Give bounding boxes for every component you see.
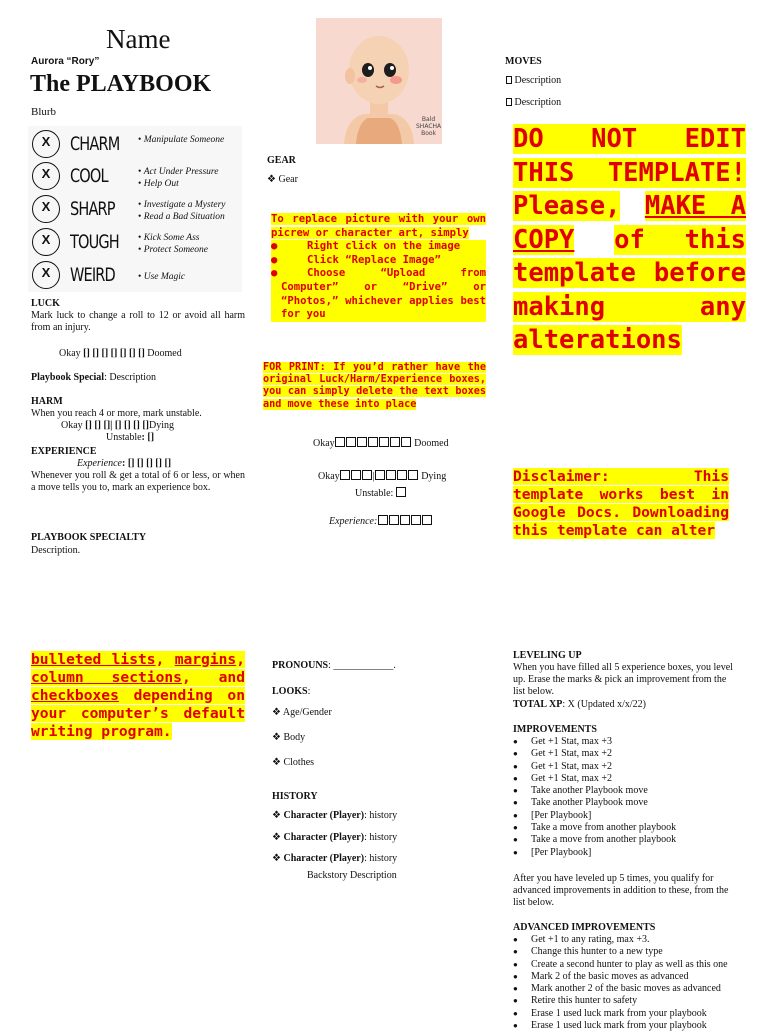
print-note-text: FOR PRINT: If you’d rather have the original Luck/Harm/Experience boxes, you can simply delete the text boxes and move these into place <box>263 362 486 410</box>
improvement-item[interactable]: ● [Per Playbook] <box>513 847 743 859</box>
stat-row-tough[interactable] <box>32 228 242 260</box>
advanced-item[interactable]: ● Mark 2 of the basic moves as advanced <box>513 971 753 983</box>
luck-track-boxes[interactable]: [] [] [] [] [] [] [] <box>83 348 145 359</box>
print-unstable-label: Unstable: <box>355 488 394 499</box>
bulleted-lists-link[interactable]: bulleted lists <box>31 651 156 668</box>
stat-move: • Kick Some Ass <box>138 232 208 244</box>
experience-title: EXPERIENCE <box>31 446 97 457</box>
backstory-description: Backstory Description <box>307 870 397 881</box>
playbook-special <box>31 372 156 384</box>
stat-moves <box>138 271 185 283</box>
make-copy-text: MAKE A COPY <box>513 191 746 255</box>
total-xp-label: TOTAL XP <box>513 699 563 710</box>
picture-instructions <box>271 213 486 322</box>
experience-track[interactable] <box>77 458 171 470</box>
move-item[interactable] <box>505 75 561 87</box>
warning-rest: of this template before making any alterations <box>513 224 746 355</box>
luck-track-start: Okay <box>59 348 81 359</box>
improvement-item[interactable]: ● Take another Playbook move <box>513 785 743 797</box>
unstable-box[interactable]: : [] <box>141 432 155 443</box>
leveling-text: When you have filled all 5 experience boxes, you level up. Erase the marks & pick an improvement from the list below. <box>513 662 733 697</box>
stat-moves <box>138 166 218 190</box>
print-experience-label: Experience: <box>329 516 378 527</box>
disclaimer-continued: bulleted lists, margins, column sections, and checkboxes depending on your computer’s default writing program. <box>31 651 246 740</box>
experience-boxes[interactable]: : [] [] [] [] [] <box>121 458 172 469</box>
stat-mark[interactable]: X <box>32 130 60 158</box>
stat-move: • Use Magic <box>138 271 185 283</box>
do-not-edit-warning <box>513 123 746 358</box>
stat-mark[interactable]: X <box>32 228 60 256</box>
print-luck-boxes[interactable] <box>335 438 412 449</box>
stat-row-charm[interactable] <box>32 130 242 162</box>
move-description: Description <box>514 97 562 108</box>
print-harm-end: Dying <box>421 471 447 482</box>
stat-mark[interactable]: X <box>32 195 60 223</box>
stat-move: • Manipulate Someone <box>138 134 224 146</box>
pronouns-value[interactable]: : ____________. <box>328 660 396 671</box>
print-unstable-box[interactable] <box>396 487 406 497</box>
harm-text: When you reach 4 or more, mark unstable. <box>31 408 202 419</box>
improvement-item[interactable]: ● Take a move from another playbook <box>513 822 743 834</box>
stat-name: COOL <box>70 165 108 187</box>
picture-step: ● Choose “Upload from Computer” or “Drive” or “Photos,” whichever applies best for you <box>271 267 486 321</box>
improvement-item[interactable]: ● Get +1 Stat, max +2 <box>513 761 743 773</box>
disclaimer-text: Disclaimer: This template works best in Google Docs. Downloading this template can alter <box>513 468 729 539</box>
picture-intro: To replace picture with your own picrew or character art, simply <box>271 213 486 239</box>
unstable-label: Unstable <box>106 432 142 443</box>
stat-move: • Investigate a Mystery <box>138 199 225 211</box>
picture-steps <box>271 240 486 322</box>
history-item: ❖ Character (Player): history <box>272 810 397 822</box>
stat-moves <box>138 134 224 146</box>
signature-line: SHACHA <box>416 123 442 130</box>
advanced-item[interactable]: ● Erase 1 used luck mark from your playbook <box>513 1020 753 1032</box>
stat-move: • Read a Bad Situation <box>138 211 225 223</box>
improvement-item[interactable]: ● Get +1 Stat, max +2 <box>513 748 743 760</box>
print-experience[interactable] <box>329 515 432 528</box>
specialty-text: Description. <box>31 545 81 556</box>
character-name: Aurora “Rory” <box>31 56 100 67</box>
stat-moves <box>138 232 208 256</box>
print-harm-track[interactable] <box>318 470 446 483</box>
move-item[interactable] <box>505 97 561 109</box>
stat-row-sharp[interactable] <box>32 195 242 227</box>
improvement-item[interactable]: ● Take a move from another playbook <box>513 834 743 846</box>
print-luck-end: Doomed <box>414 438 449 449</box>
move-description: Description <box>514 75 562 86</box>
specialty-title: PLAYBOOK SPECIALTY <box>31 532 147 543</box>
advanced-item[interactable]: ● Change this hunter to a new type <box>513 946 753 958</box>
stat-row-cool[interactable] <box>32 162 242 194</box>
playbook-special-value: : Description <box>104 372 157 383</box>
leveling-title: LEVELING UP <box>513 650 582 661</box>
harm-track-boxes[interactable]: [] [] []| [] [] [] [] <box>85 420 149 431</box>
improvement-item[interactable]: ● Get +1 Stat, max +3 <box>513 736 743 748</box>
stat-name: TOUGH <box>70 231 119 253</box>
advanced-list <box>513 934 753 1032</box>
stat-mark[interactable]: X <box>32 162 60 190</box>
picture-step: ● Right click on the image <box>271 240 486 254</box>
harm-title: HARM <box>31 396 63 407</box>
luck-text: Mark luck to change a roll to 12 or avoid all harm from an injury. <box>31 310 245 333</box>
playbook-title: The PLAYBOOK <box>30 71 212 97</box>
luck-track-end: Doomed <box>147 348 182 359</box>
advanced-item[interactable]: ● Mark another 2 of the basic moves as advanced <box>513 983 753 995</box>
stat-moves <box>138 199 225 223</box>
checkboxes-link[interactable]: checkboxes <box>31 687 119 704</box>
harm-track-end: Dying <box>149 420 174 431</box>
stat-row-weird[interactable] <box>32 261 242 293</box>
advanced-item[interactable]: ● Get +1 to any rating, max +3. <box>513 934 753 946</box>
improvements-title: IMPROVEMENTS <box>513 724 597 735</box>
unstable-track[interactable] <box>106 432 154 444</box>
improvement-item[interactable]: ● Take another Playbook move <box>513 797 743 809</box>
advanced-item[interactable]: ● Retire this hunter to safety <box>513 995 753 1007</box>
signature-line: Bald <box>421 116 436 123</box>
harm-track-start: Okay <box>61 420 83 431</box>
stat-move: • Act Under Pressure <box>138 166 218 178</box>
column-sections-link[interactable]: column sections <box>31 669 182 686</box>
history-title: HISTORY <box>272 791 318 802</box>
history-item: ❖ Character (Player): history <box>272 853 397 865</box>
print-harm-start: Okay <box>318 471 340 482</box>
portrait-signature <box>416 116 441 137</box>
improvement-item[interactable]: ● Get +1 Stat, max +2 <box>513 773 743 785</box>
history-item: ❖ Character (Player): history <box>272 832 397 844</box>
print-harm-boxes[interactable]: | <box>340 471 419 482</box>
disclaimer-part2 <box>31 651 245 741</box>
moves-title: MOVES <box>505 56 542 67</box>
character-portrait[interactable] <box>316 18 442 144</box>
luck-track[interactable] <box>59 348 182 360</box>
picture-step: ● Click “Replace Image” <box>271 254 486 268</box>
margins-link[interactable]: margins <box>174 651 237 668</box>
signature-line: Book <box>421 130 437 137</box>
looks-title: LOOKS: <box>272 686 311 697</box>
experience-label: Experience <box>77 458 122 469</box>
print-note <box>263 362 486 411</box>
looks-item-clothes: ❖ Clothes <box>272 757 314 769</box>
move-checkbox[interactable] <box>506 98 512 106</box>
experience-text: Whenever you roll & get a total of 6 or less, or when a move tells you to, mark an experience box. <box>31 470 245 493</box>
gear-item: ❖ Gear <box>267 174 298 186</box>
improvements-list <box>513 736 743 859</box>
advanced-item[interactable]: ● Erase 1 used luck mark from your playbook <box>513 1008 753 1020</box>
print-unstable[interactable] <box>355 487 407 500</box>
pronouns-label: PRONOUNS <box>272 660 329 671</box>
looks-item-age-gender: ❖ Age/Gender <box>272 707 332 719</box>
print-experience-boxes[interactable] <box>377 516 432 527</box>
harm-track[interactable] <box>61 420 174 432</box>
print-luck-track[interactable] <box>313 437 449 450</box>
advanced-title: ADVANCED IMPROVEMENTS <box>513 922 656 933</box>
name-heading: Name <box>106 24 171 54</box>
total-xp-value: : X (Updated x/x/22) <box>562 699 646 710</box>
total-xp <box>513 699 646 711</box>
pronouns[interactable] <box>272 660 396 672</box>
improvement-item[interactable]: ● [Per Playbook] <box>513 810 743 822</box>
playbook-special-label: Playbook Special <box>31 372 105 383</box>
stat-move: • Help Out <box>138 178 218 190</box>
disclaimer-part1 <box>513 468 729 540</box>
stat-name: SHARP <box>70 198 115 220</box>
gear-title: GEAR <box>267 155 296 166</box>
advanced-eligibility-text: After you have leveled up 5 times, you qualify for advanced improvements in addition to these, from the list below. <box>513 873 729 908</box>
stat-mark[interactable]: X <box>32 261 60 289</box>
stat-name: WEIRD <box>70 264 115 286</box>
luck-title: LUCK <box>31 298 60 309</box>
warning-line: DO NOT EDIT THIS TEMPLATE! Please, <box>513 124 746 221</box>
move-checkbox[interactable] <box>506 76 512 84</box>
stat-name: CHARM <box>70 133 120 155</box>
looks-item-body: ❖ Body <box>272 732 305 744</box>
blurb: Blurb <box>31 106 57 118</box>
print-luck-start: Okay <box>313 438 335 449</box>
advanced-item[interactable]: ● Create a second hunter to play as well as this one <box>513 959 753 971</box>
stat-move: • Protect Someone <box>138 244 208 256</box>
